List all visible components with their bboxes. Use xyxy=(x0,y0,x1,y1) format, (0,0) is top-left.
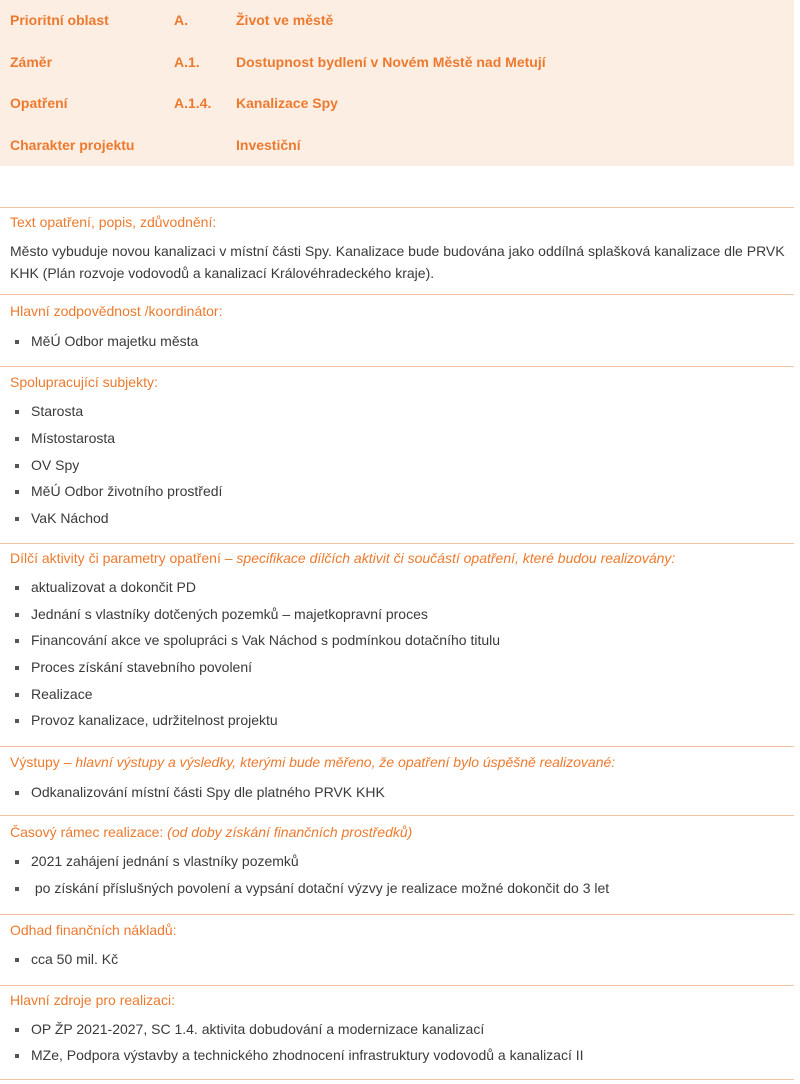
bullet-icon xyxy=(15,613,19,617)
header-label: Prioritní oblast xyxy=(10,12,109,28)
section-description xyxy=(0,207,794,294)
section-partners: Spolupracující subjekty: Starosta Místostarosta OV Spy MěÚ Odbor životního prostředí VaK Náchod xyxy=(0,366,794,543)
section-costs: Odhad finančních nákladů: cca 50 mil. Kč xyxy=(0,914,794,985)
bullet-icon xyxy=(15,1028,19,1032)
title-note: hlavní výstupy a výsledky, kterými bude měřeno, že opatření bylo úspěšně realizované: xyxy=(75,754,616,770)
bullet-icon xyxy=(15,860,19,864)
bullet-icon xyxy=(15,464,19,468)
header-label: Charakter projektu xyxy=(10,137,135,153)
section-outputs: Výstupy – hlavní výstupy a výsledky, kterými bude měřeno, že opatření bylo úspěšně realizované: Odkanalizování místní části Spy dle platného PRVK KHK xyxy=(0,746,794,815)
header-value: Kanalizace Spy xyxy=(236,95,338,111)
section-responsibility: Hlavní zodpovědnost /koordinátor: MěÚ Odbor majetku města xyxy=(0,294,794,366)
header-code: A.1.4. xyxy=(174,95,212,111)
bullet-icon xyxy=(15,958,19,962)
section-title xyxy=(10,550,675,566)
bullet-icon xyxy=(15,586,19,590)
header-label: Opatření xyxy=(10,95,68,111)
header-code: A.1. xyxy=(174,54,200,70)
title-note: specifikace dílčích aktivit či součástí opatření, které budou realizovány: xyxy=(236,550,676,566)
header-value: Život ve městě xyxy=(236,12,334,28)
header-value: Dostupnost bydlení v Novém Městě nad Metují xyxy=(236,54,546,70)
bullet-icon xyxy=(15,791,19,795)
bullet-icon xyxy=(15,887,19,891)
section-title: Hlavní zdroje pro realizaci: xyxy=(10,992,175,1008)
bullet-icon xyxy=(15,666,19,670)
header-label: Záměr xyxy=(10,54,53,70)
bullet-icon xyxy=(15,490,19,494)
section-title: Hlavní zodpovědnost /koordinátor: xyxy=(10,303,223,319)
bullet-icon xyxy=(15,639,19,643)
title-main: Časový rámec realizace: xyxy=(10,824,168,840)
section-timeframe: Časový rámec realizace: (od doby získání finančních prostředků) 2021 zahájení jednání s vlastníky pozemků po získání příslušných povolení a vypsání dotační výzvy je realizace možné dokončit do 3 let xyxy=(0,815,794,914)
section-title: Odhad finančních nákladů: xyxy=(10,922,177,938)
bullet-icon xyxy=(15,517,19,521)
section-title: Text opatření, popis, zdůvodnění: xyxy=(10,214,217,230)
bullet-icon xyxy=(15,1054,19,1058)
section-sources: Hlavní zdroje pro realizaci: OP ŽP 2021-2027, SC 1.4. aktivita dobudování a modernizace kanalizací MZe, Podpora výstavby a technického zhodnocení infrastruktury vodovodů a kanalizací II xyxy=(0,985,794,1080)
title-main: Výstupy – xyxy=(10,754,76,770)
header-code: A. xyxy=(174,12,188,28)
bullet-icon xyxy=(15,693,19,697)
title-main: Dílčí aktivity či parametry opatření – xyxy=(10,550,237,566)
section-activities: Dílčí aktivity či parametry opatření – specifikace dílčích aktivit či součástí opatření, které budou realizovány: aktualizovat a dokončit PD Jednání s vlastníky dotčených pozemků – majetkopravní proces Financování akce ve spolupráci s Vak Náchod s podmínkou dotačního titulu Proces získání stavebního povolení Realizace Provoz kanalizace, udržitelnost projektu xyxy=(0,543,794,746)
description-text: Město vybuduje novou kanalizaci v místní části Spy. Kanalizace bude budována jako oddílná splašková kanalizace dle PRVK KHK (Plán rozvoje vodovodů a kanalizací Královéhradeckého kraje). xyxy=(10,243,785,281)
section-title xyxy=(10,754,615,770)
header-value: Investiční xyxy=(236,137,301,153)
title-note: (od doby získání finančních prostředků) xyxy=(167,824,413,840)
bullet-icon xyxy=(15,410,19,414)
section-title: Spolupracující subjekty: xyxy=(10,374,158,390)
project-header xyxy=(0,0,794,166)
bullet-icon xyxy=(15,340,19,344)
section-title xyxy=(10,824,412,840)
bottom-divider xyxy=(0,1079,794,1080)
bullet-icon xyxy=(15,719,19,723)
bullet-icon xyxy=(15,437,19,441)
